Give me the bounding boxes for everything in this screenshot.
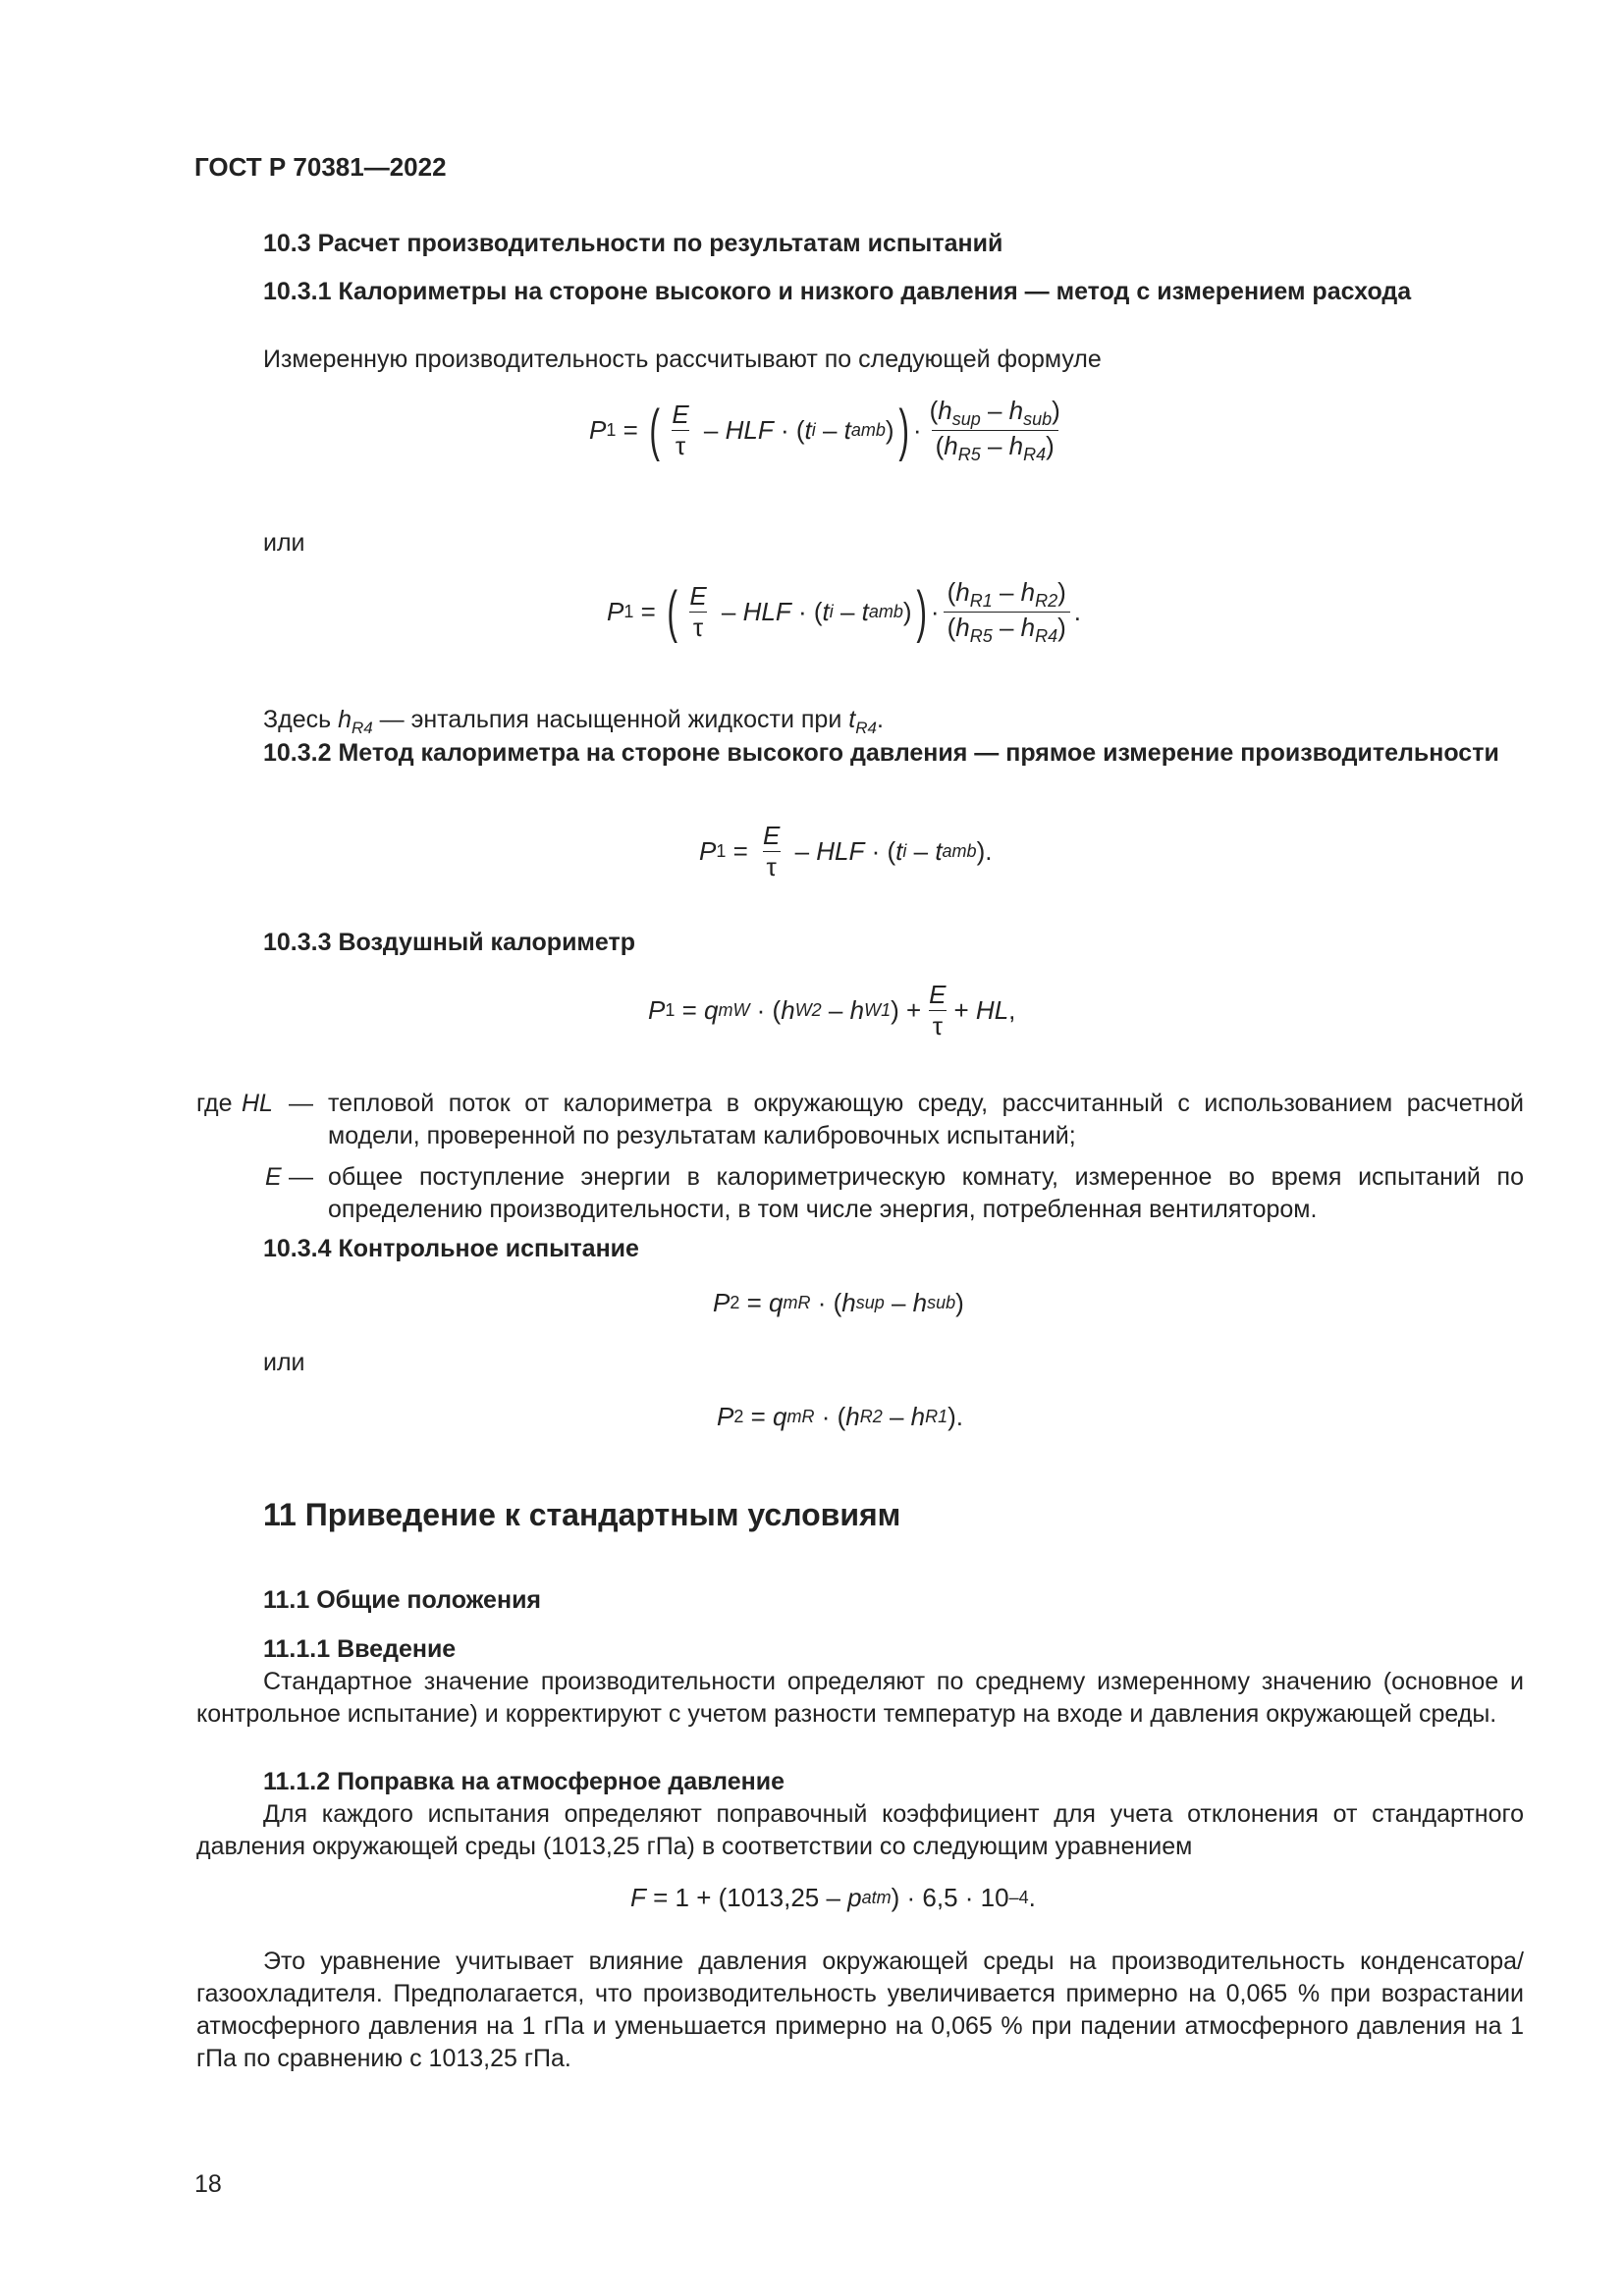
- formula-air-calorimeter: P 1 = q mW · ( h W2 – h W1 ) + $\frac{E}{\tau}$ + HL ,: [648, 980, 1016, 1041]
- definition-term-e: E: [265, 1163, 282, 1191]
- or-text-1: или: [263, 529, 305, 557]
- definition-term-hl: HL: [242, 1090, 273, 1117]
- section-10-3-4-heading: 10.3.4 Контрольное испытание: [263, 1235, 639, 1262]
- section-11-1-1-heading: 11.1.1 Введение: [263, 1635, 457, 1663]
- effect-paragraph: Это уравнение учитывает влияние давления окружающей среды на производительность конденсатора/газоохладителя. Предполагается, что производительность увеличивается примерно на 0,065 % при возрастании атмосферного давления на 1 гПа и уменьшается примерно на 0,065 % при падении атмосферного давления на 1 гПа по сравнению с 1013,25 гПа.: [196, 1948, 1524, 2072]
- measured-capacity-paragraph: Измеренную производительность рассчитывают по следующей формуле: [263, 346, 1102, 373]
- where-label: где: [196, 1090, 233, 1117]
- section-10-3-2-heading: 10.3.2 Метод калориметра на стороне высокого давления — прямое измерение производительности: [263, 739, 1499, 767]
- formula-capacity-flow-1: P 1 = ( $\frac{E}{\tau}$ – HLF · ( t i – t amb ) ) · $\frac{(h_{sup} - h_{sub})}{(h_{R5} - h_{R4})}$: [589, 396, 1060, 465]
- intro-paragraph: Стандартное значение производительности определяют по среднему измеренному значению (основное и контрольное испытание) и корректируют с учетом разности температур на входе и давления окружающей среды.: [196, 1668, 1524, 1728]
- section-11-heading: 11 Приведение к стандартным условиям: [263, 1497, 901, 1532]
- or-text-2: или: [263, 1349, 305, 1376]
- section-11-1-2-heading: 11.1.2 Поправка на атмосферное давление: [263, 1768, 785, 1795]
- section-10-3-1-heading: 10.3.1 Калориметры на стороне высокого и низкого давления — метод с измерением расхода: [263, 278, 1412, 305]
- formula-direct-capacity: P 1 = $\frac{E}{\tau}$ – HLF · ( t i – t amb ).: [699, 821, 993, 881]
- document-header: ГОСТ Р 70381—2022: [194, 152, 447, 182]
- formula-control-test-1: P 2 = q mR · ( h sup – h sub ): [713, 1288, 964, 1317]
- formula-capacity-flow-2: P 1 = ( $\frac{E}{\tau}$ – HLF · ( t i – t amb ) ) · $\frac{(h_{R1} - h_{R2})}{(h_{R5} - h_{R4})}$ .: [607, 577, 1082, 647]
- pressure-paragraph: Для каждого испытания определяют поправочный коэффициент для учета отклонения от стандартного давления окружающей среды (1013,25 гПа) в соответствии со следующим уравнением: [196, 1800, 1524, 1860]
- definition-hl: [196, 1088, 1524, 1156]
- definition-text-hl: тепловой поток от калориметра в окружающую среду, рассчитанный с использованием расчетной модели, проверенной по результатам калибровочных испытаний;: [328, 1090, 1524, 1149]
- formula-pressure-correction: F = 1 + (1013,25 – p atm ) · 6,5 · 10 –4 .: [630, 1883, 1036, 1912]
- here-text: Здесь $h_{R4}$ — энтальпия насыщенной жидкости при $t_{R4}$.: [263, 706, 884, 737]
- definition-dash: —: [289, 1163, 313, 1191]
- formula-control-test-2: P 2 = q mR · ( h R2 – h R1 ).: [717, 1402, 964, 1431]
- definition-e: [196, 1161, 1524, 1230]
- definition-text-e: общее поступление энергии в калориметрическую комнату, измеренное во время испытаний по определению производительности, в том числе энергия, потребленная вентилятором.: [328, 1163, 1524, 1223]
- section-10-3-heading: 10.3 Расчет производительности по результатам испытаний: [263, 230, 1003, 257]
- page-number: 18: [194, 2170, 222, 2198]
- section-11-1-heading: 11.1 Общие положения: [263, 1586, 542, 1614]
- section-10-3-3-heading: 10.3.3 Воздушный калориметр: [263, 929, 636, 956]
- definition-dash: —: [289, 1090, 313, 1117]
